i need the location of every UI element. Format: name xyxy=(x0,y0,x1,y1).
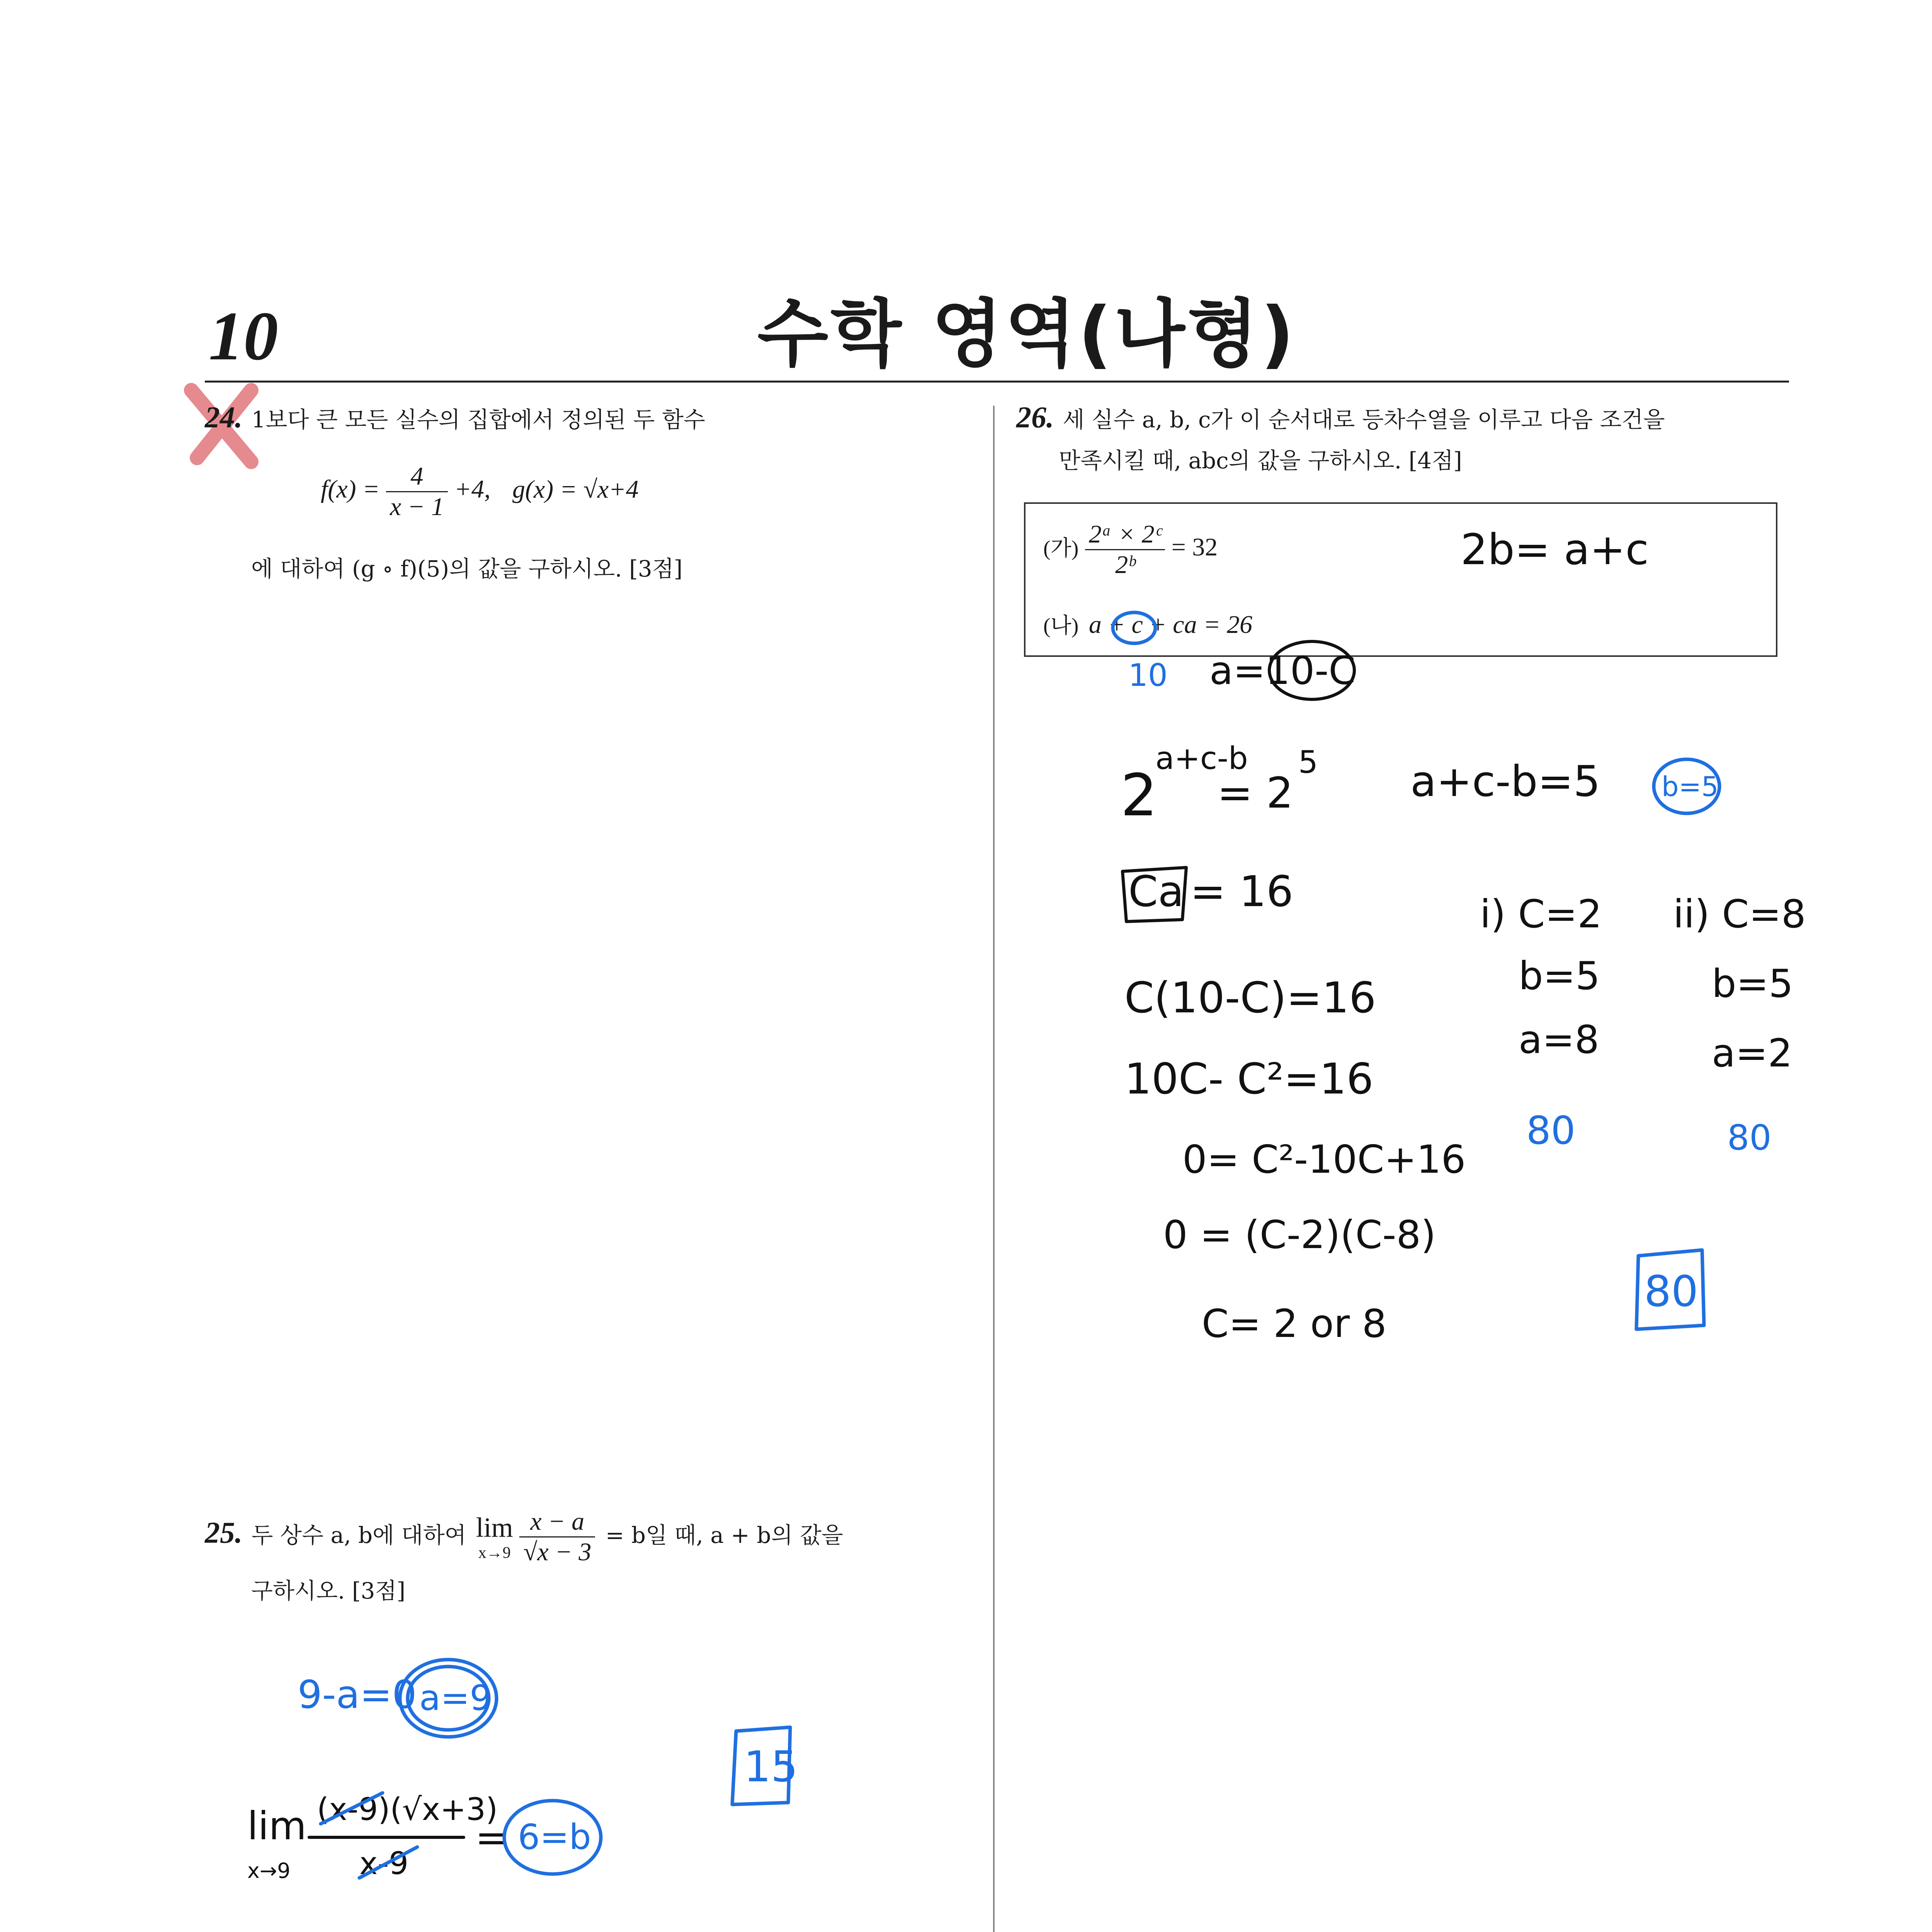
lim-subscript: x→9 xyxy=(478,1544,511,1562)
hw-case2-val: 80 xyxy=(1727,1117,1772,1158)
hw-case1-val: 80 xyxy=(1526,1108,1576,1153)
hw-q25-eq: = xyxy=(475,1815,508,1860)
hw-q25-result: 6=b xyxy=(518,1817,591,1857)
hw-q26-l5: C= 2 or 8 xyxy=(1202,1301,1387,1346)
numerator: 4 xyxy=(386,462,448,492)
hw-q26-l4: 0 = (C-2)(C-8) xyxy=(1163,1212,1436,1257)
condition-rhs: = 32 xyxy=(1171,533,1218,561)
hw-case2-a: a=2 xyxy=(1712,1031,1793,1076)
hw-q26-ca: Ca xyxy=(1128,867,1184,916)
hw-q25-final: 15 xyxy=(744,1742,798,1791)
question-number: 24. xyxy=(205,400,243,434)
question-text: 두 상수 a, b에 대하여 xyxy=(251,1522,466,1548)
f-lhs: f(x) = xyxy=(321,475,386,503)
page-number: 10 xyxy=(209,298,278,374)
hw-q26-ten: 10 xyxy=(1128,657,1168,693)
question-prompt: 구하시오. [3점] xyxy=(251,1578,406,1604)
hw-case2-head: ii) C=8 xyxy=(1673,891,1806,937)
hw-q26-exp-eq: = 2 xyxy=(1217,768,1294,818)
page-title: 수학 영역(나형) xyxy=(757,291,1297,377)
hw-q26-l3: 0= C²-10C+16 xyxy=(1182,1137,1466,1182)
hw-q26-exp-power: a+c-b xyxy=(1155,740,1248,776)
hw-q25-lim: lim xyxy=(247,1803,306,1849)
hw-circle xyxy=(1113,612,1155,643)
question-text-cont: = b일 때, a + b의 값을 xyxy=(605,1522,844,1548)
f-rest: +4, xyxy=(454,475,491,503)
hw-q25-line1: 9-a=0 xyxy=(298,1672,417,1717)
denominator: √x − 3 xyxy=(523,1538,592,1566)
denominator: 2ᵇ xyxy=(1115,551,1135,579)
question-text: 세 실수 a, b, c가 이 순서대로 등차수열을 이루고 다음 조건을 xyxy=(1063,406,1665,433)
hw-q26-ca-rhs: = 16 xyxy=(1190,867,1294,916)
hw-q26-exp-five: 5 xyxy=(1298,744,1318,780)
hw-q25-den: x-9 xyxy=(359,1845,409,1881)
hw-case1-a: a=8 xyxy=(1519,1017,1599,1062)
hw-q26-sum: a+c-b=5 xyxy=(1410,757,1600,806)
condition-label: (가) xyxy=(1043,536,1079,561)
hw-q26-b: b=5 xyxy=(1662,771,1719,803)
g-expression: g(x) = √x+4 xyxy=(512,475,639,503)
numerator: 2ᵃ × 2ᶜ xyxy=(1085,520,1165,550)
hw-q26-final: 80 xyxy=(1644,1267,1698,1316)
denominator: x − 1 xyxy=(390,493,444,521)
question-text-cont: 만족시킬 때, abc의 값을 구하시오. [4점] xyxy=(1059,447,1462,474)
hw-case1-b: b=5 xyxy=(1519,953,1600,998)
hw-q25-lim-sub: x→9 xyxy=(247,1859,291,1883)
condition-label: (나) xyxy=(1043,614,1079,638)
hw-q26-eq1: 2b= a+c xyxy=(1461,525,1649,574)
hw-case2-b: b=5 xyxy=(1712,961,1793,1006)
hw-q26-exp-base: 2 xyxy=(1121,762,1158,829)
question-number: 26. xyxy=(1016,400,1054,434)
hw-q26-a: a=10-C xyxy=(1209,648,1356,693)
numerator: x − a xyxy=(519,1507,595,1537)
hw-case1-head: i) C=2 xyxy=(1480,891,1602,937)
question-text: 1보다 큰 모든 실수의 집합에서 정의된 두 함수 xyxy=(251,406,706,433)
question-prompt: 에 대하여 (g ∘ f)(5)의 값을 구하시오. [3점] xyxy=(251,556,683,582)
condition-expression: a + c + ca = 26 xyxy=(1088,611,1253,639)
hw-q25-answer-a: a=9 xyxy=(419,1678,492,1718)
hw-q25-num: (x-9)(√x+3) xyxy=(317,1791,498,1827)
hw-q26-l2: 10C- C²=16 xyxy=(1124,1054,1374,1104)
hw-q26-l1: C(10-C)=16 xyxy=(1124,973,1376,1022)
lim: lim xyxy=(476,1512,513,1543)
question-number: 25. xyxy=(205,1515,243,1549)
